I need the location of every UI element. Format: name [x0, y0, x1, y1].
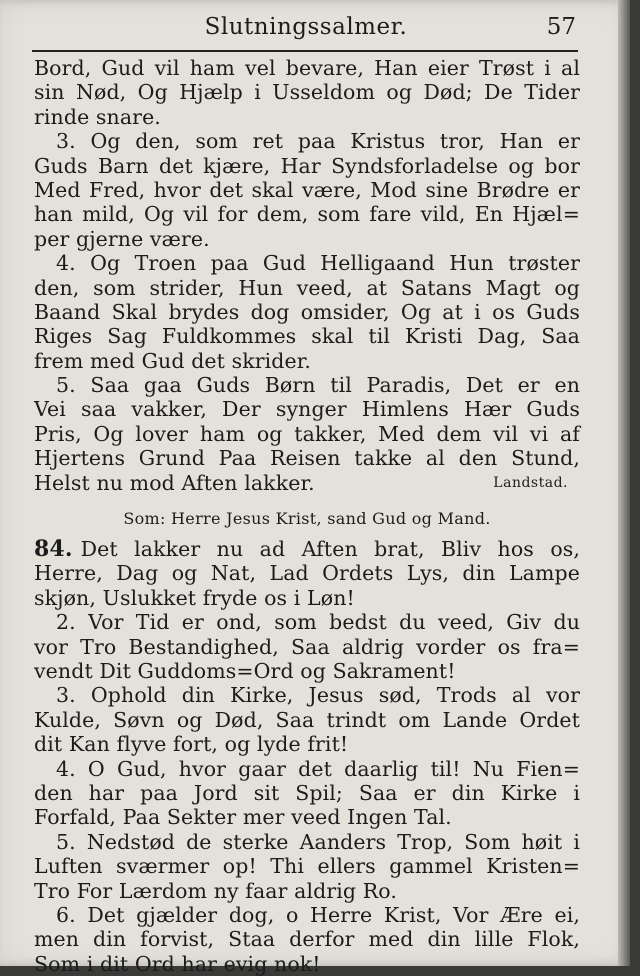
verse-line: 4. O Gud, hvor gaar det daarlig til! Nu Fien= [56, 756, 580, 781]
verse-line: skjøn, Uslukket fryde os i Løn! [34, 585, 355, 610]
verse-line: rinde snare. [34, 104, 161, 129]
running-title: Slutningssalmer. [204, 14, 408, 40]
verse-line: per gjerne være. [34, 226, 210, 251]
verse-line: Helst nu mod Aften lakker. [34, 470, 315, 495]
verse-line: Hjertens Grund Paa Reisen takke al den Stund, [34, 446, 580, 471]
verse-line: sin Nød, Og Hjælp i Usseldom og Død; De Tider [34, 80, 580, 105]
verse-line: 4. Og Troen paa Gud Helligaand Hun trøster [56, 251, 580, 276]
author-signature: Landstad. [493, 474, 568, 491]
verse-line: Pris, Og lover ham og takker, Med dem vil vi af [34, 421, 580, 446]
verse-line: den, som strider, Hun veed, at Satans Magt og [34, 275, 580, 300]
verse-line: han mild, Og vil for dem, som fare vild, En Hjæl= [34, 202, 580, 227]
verse-line: Guds Barn det kjære, Har Syndsforladelse og bor [34, 153, 580, 178]
verse-line: Baand Skal brydes dog omsider, Og at i os Guds [34, 299, 580, 324]
verse-line: Riges Sag Fuldkommes skal til Kristi Dag, Saa [34, 324, 580, 349]
verse-line: Herre, Dag og Nat, Lad Ordets Lys, din Lampe [34, 561, 580, 586]
verse-line: 2. Vor Tid er ond, som bedst du veed, Giv du [56, 610, 580, 635]
page-text [34, 56, 580, 976]
verse-line: Som i dit Ord har evig nok! [34, 951, 321, 976]
verse-line: Kulde, Søvn og Død, Saa trindt om Lande Ordet [34, 707, 580, 732]
verse-line: Forfald, Paa Sekter mer veed Ingen Tal. [34, 805, 452, 830]
verse-line: Bord, Gud vil ham vel bevare, Han eier Trøst i al [34, 56, 580, 80]
verse-line-with-signature [34, 471, 580, 495]
verse-line: vor Tro Bestandighed, Saa aldrig vorder os fra= [34, 634, 580, 659]
verse-line: frem med Gud det skrider. [34, 348, 312, 373]
tune-reference: Som: Herre Jesus Krist, sand Gud og Mand. [123, 509, 491, 529]
verse-line: 5. Saa gaa Guds Børn til Paradis, Det er en [56, 373, 580, 398]
verse-line: Luften sværmer op! Thi ellers gammel Kristen= [34, 854, 580, 879]
header-rule [32, 50, 578, 52]
verse-line: Tro For Lærdom ny faar aldrig Ro. [34, 878, 397, 903]
verse-line: vendt Dit Guddoms=Ord og Sakrament! [34, 658, 456, 683]
verse-line: Med Fred, hvor det skal være, Mod sine Brødre er [34, 177, 580, 202]
verse-line: 3. Og den, som ret paa Kristus tror, Han er [56, 129, 580, 154]
verse-line: Vei saa vakker, Der synger Himlens Hær Guds [34, 397, 580, 422]
hymn-84 [34, 501, 580, 976]
verse-line: 3. Ophold din Kirke, Jesus sød, Trods al vor [56, 683, 580, 708]
verse-line: dit Kan flyve fort, og lyde frit! [34, 732, 349, 757]
hymn-number: 84. [34, 536, 73, 563]
page-header [36, 14, 576, 44]
verse-line: 6. Det gjælder dog, o Herre Krist, Vor Ære ei, [56, 902, 580, 927]
hymn-83-continuation [34, 56, 580, 495]
verse-line: den har paa Jord sit Spil; Saa er din Kirke i [34, 780, 580, 805]
page-edge-shadow [618, 0, 630, 966]
verse-line: men din forvist, Staa derfor med din lille Flok, [34, 927, 580, 952]
verse-line: 5. Nedstød de sterke Aanders Trop, Som høit i [56, 829, 580, 854]
verse-line: Det lakker nu ad Aften brat, Bliv hos os, [80, 537, 580, 562]
page-number: 57 [546, 14, 576, 40]
hymn-first-line [34, 537, 580, 561]
